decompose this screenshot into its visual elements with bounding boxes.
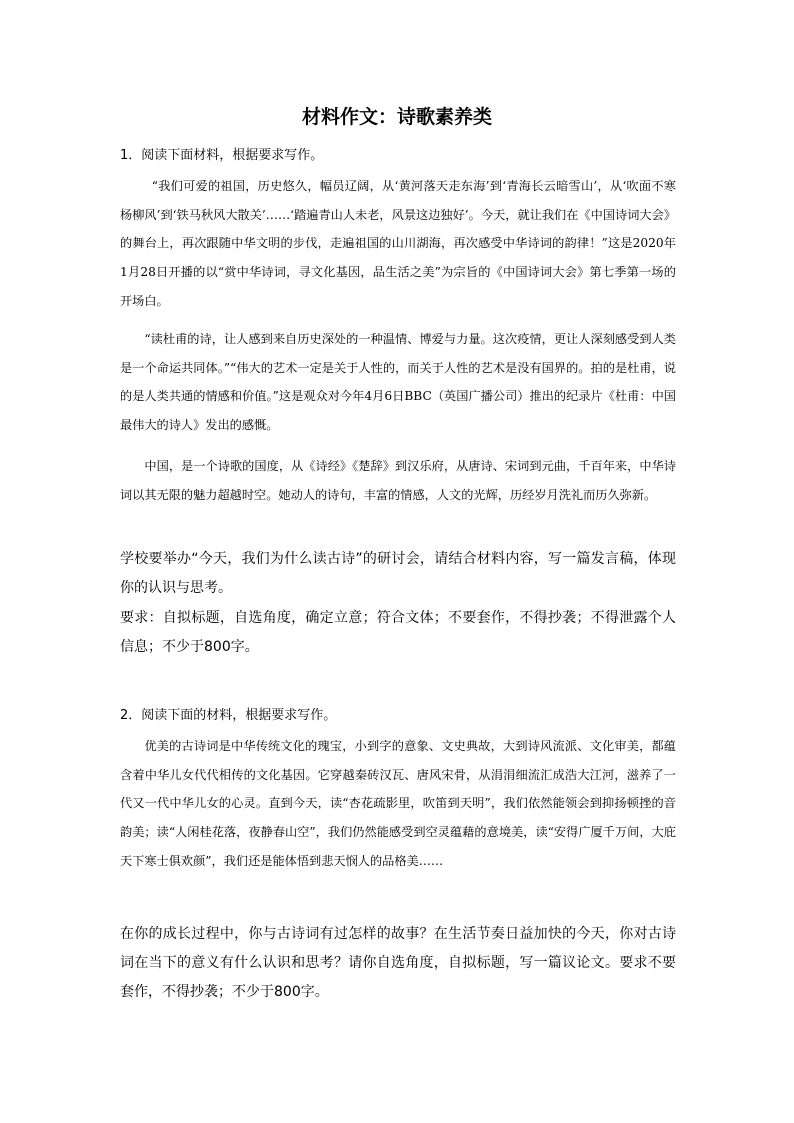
page-title: 材料作文：诗歌素养类: [301, 106, 492, 128]
task1-writing-prompt: 学校要举办“今天，我们为什么读古诗”的研讨会，请结合材料内容，写一篇发言稿，体现你的认识与思考。: [120, 551, 676, 596]
task1-requirements: 要求：自拟标题，自选角度，确定立意；符合文体；不要套作，不得抄袭；不得泄露个人信息；不少于800字。: [120, 610, 676, 655]
task1-material-paragraph-3: 中国，是一个诗歌的国度，从《诗经》《楚辞》到汉乐府，从唐诗、宋词到元曲，千百年来，中华诗词以其无限的魅力超越时空。她动人的诗句，丰富的情感，人文的光辉，历经岁月洗礼而历久弥新。: [120, 459, 676, 502]
task2-heading: 2．阅读下面的材料，根据要求写作。: [120, 708, 337, 723]
task2-writing-prompt: 在你的成长过程中，你与古诗词有过怎样的故事？在生活节奏日益加快的今天，你对古诗词在当下的意义有什么认识和思考？请你自选角度，自拟标题，写一篇议论文。要求不要套作，不得抄袭；不少于800字。: [120, 926, 676, 1000]
task1-heading: 1．阅读下面材料，根据要求写作。: [120, 148, 324, 163]
task1-material-paragraph-2: “读杜甫的诗，让人感到来自历史深处的一种温情、博爱与力量。这次疫情，更让人深刻感受到人类是一个命运共同体。”“伟大的艺术一定是关于人性的，而关于人性的艺术是没有国界的。拍的是杜甫，说的是人类共通的情感和价值。”这是观众对今年4月6日BBC（英国广播公司）推出的纪录片《杜甫：中国最伟大的诗人》发出的感慨。: [120, 332, 676, 433]
task1-material-paragraph-1: “我们可爱的祖国，历史悠久，幅员辽阔，从‘黄河落天走东海’到‘青海长云暗雪山’，从‘吹面不寒杨柳风’到‘铁马秋风大散关’……‘踏遍青山人未老，风景这边独好’。今天，就让我们在《中国诗词大会》的舞台上，再次跟随中华文明的步伐，走遍祖国的山川湖海，再次感受中华诗词的韵律！”这是2020年1月28日开播的以“赏中华诗词，寻文化基因，品生活之美”为宗旨的《中国诗词大会》第七季第一场的开场白。: [120, 179, 676, 308]
task2-material-paragraph-1: 优美的古诗词是中华传统文化的瑰宝，小到字的意象、文史典故，大到诗风流派、文化审美，都蕴含着中华儿女代代相传的文化基因。它穿越秦砖汉瓦、唐风宋骨，从涓涓细流汇成浩大江河，滋养了一代又一代中华儿女的心灵。直到今天，读“杏花疏影里，吹笛到天明”，我们依然能领会到抑扬顿挫的音韵美；读“人闲桂花落，夜静春山空”，我们仍然能感受到空灵蕴藉的意境美，读“安得广厦千万间，大庇天下寒士俱欢颜”，我们还是能体悟到悲天悯人的品格美……: [120, 739, 676, 868]
